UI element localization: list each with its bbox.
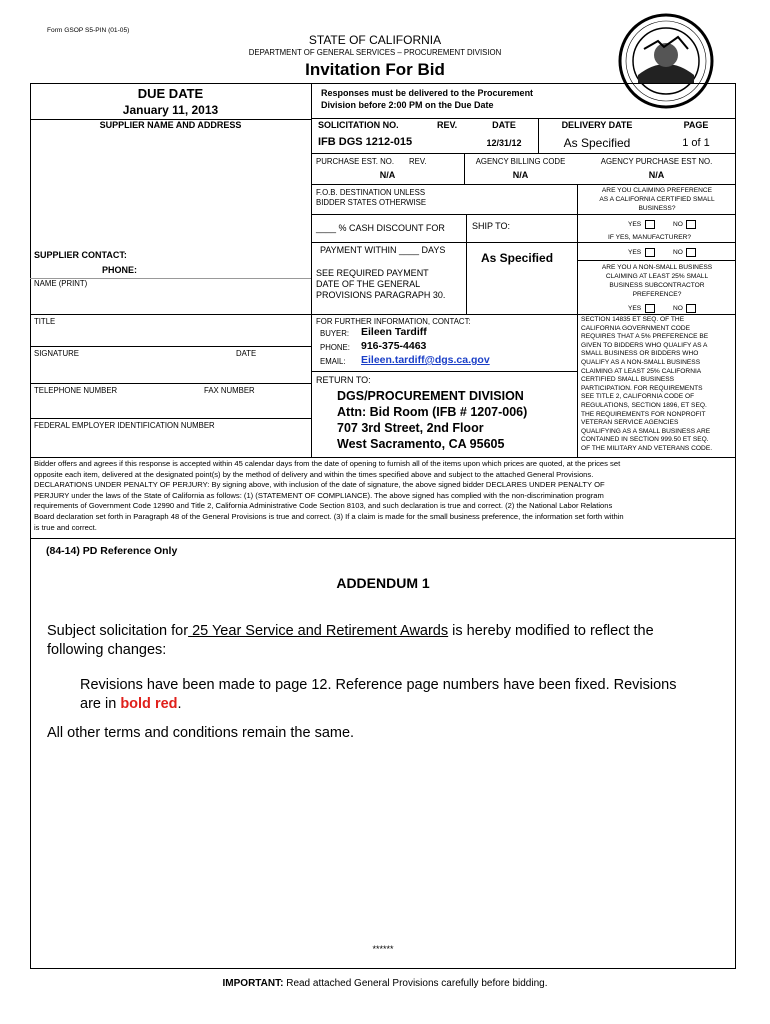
contact-heading: FOR FURTHER INFORMATION, CONTACT: [316, 317, 471, 326]
preference-q1-no-label: NO [673, 221, 683, 228]
preference-mfr-yes-label: YES [628, 249, 642, 256]
preference-q2-line-1: ARE YOU A NON-SMALL BUSINESS [601, 264, 713, 271]
fob-line-1: F.O.B. DESTINATION UNLESS [316, 188, 426, 197]
page-title: Invitation For Bid [305, 60, 445, 79]
preference-mfr-no-label: NO [673, 249, 683, 256]
billing-code-value: N/A [512, 170, 529, 180]
other-terms: All other terms and conditions remain the same. [47, 725, 355, 741]
preference-q1-yes-label: YES [628, 221, 642, 228]
return-to-line-3: 707 3rd Street, 2nd Floor [337, 421, 484, 435]
preference-q2-line-3: BUSINESS SUBCONTRACTOR [609, 282, 705, 289]
supplier-contact-label: SUPPLIER CONTACT: [34, 250, 127, 260]
see-required-line-1: SEE REQUIRED PAYMENT [316, 268, 429, 278]
return-to-line-4: West Sacramento, CA 95605 [337, 437, 505, 451]
return-to-line-1: DGS/PROCUREMENT DIVISION [337, 389, 524, 403]
preference-q1-line-1: ARE YOU CLAIMING PREFERENCE [601, 187, 713, 194]
subject-paragraph: Subject solicitation for 25 Year Service and Retirement Awards is hereby modified to reflect the following changes: [47, 623, 654, 658]
contact-phone-label: PHONE: [320, 343, 350, 352]
title-field[interactable]: TITLE [34, 317, 56, 326]
preference-q1-no-checkbox[interactable] [686, 220, 696, 229]
preference-q2-no-label: NO [673, 305, 683, 312]
preference-q1-line-3: BUSINESS? [638, 205, 676, 212]
return-to-label: RETURN TO: [316, 375, 371, 385]
manufacturer-question: IF YES, MANUFACTURER? [608, 234, 692, 241]
ship-to-label: SHIP TO: [472, 221, 511, 231]
preference-q2-yes-checkbox[interactable] [645, 304, 655, 313]
preference-q2-no-checkbox[interactable] [686, 304, 696, 313]
reference-note: (84-14) PD Reference Only [46, 545, 178, 557]
fob-line-2: BIDDER STATES OTHERWISE [316, 198, 427, 207]
page-label: PAGE [683, 120, 709, 130]
telephone-field[interactable]: TELEPHONE NUMBER [34, 386, 118, 395]
contact-phone-value: 916-375-4463 [361, 340, 427, 352]
preference-q2-line-2: CLAIMING AT LEAST 25% SMALL [605, 273, 709, 280]
signature-date-field[interactable]: DATE [236, 349, 257, 358]
bold-red-text: bold red [120, 696, 178, 712]
cash-discount-label: ____ % CASH DISCOUNT FOR [316, 223, 445, 233]
preference-q1-line-2: AS A CALIFORNIA CERTIFIED SMALL [599, 196, 715, 203]
solicitation-date-value: 12/31/12 [486, 138, 522, 148]
preference-notice: SECTION 14835 ET SEQ. OF THE CALIFORNIA GOVERNMENT CODE REQUIRES THAT A 5% PREFERENCE BE GIVEN TO BIDDERS WHO QUALIFY AS A SMALL BUSINESS OR BIDDERS WHO QUALIFY AS A NON-SMALL BUSINESS CLAIMING AT LEAST 25% CALIFORNIA CERTIFIED SMALL BUSINESS PARTICIPATION. FOR REQUIREMENTS SEE TITLE 2, CALIFORNIA CODE OF REGULATIONS, SECTION 1896, ET SEQ. THE REQUIREMENTS FOR NONPROFIT VETERAN SERVICE AGENCIES QUALIFYING AS A SMALL BUSINESS ARE CONTAINED IN SECTION 999.50 ET SEQ. OF THE MILITARY AND VETERANS CODE. [581, 316, 713, 452]
contact-email-label: EMAIL: [320, 357, 346, 366]
declaration-text: Bidder offers and agrees if this response is accepted within 45 calendar days from the date of opening to furnish all of the items upon which prices are quoted, at the prices set opposite each item, delivered at the designated point(s) by the method of delivery and within the times specified above and subject to the attached General Provisions. DECLARATIONS UNDER PENALTY OF PERJURY: By signing above, with inclusion of the date of signature, the above signed bidder DECLARES UNDER PENALTY OF PERJURY under the laws of the State of California as follows: (1) (STATEMENT OF COMPLIANCE). The above signed has complied with the non-discrimination program requirements of Government Code 12990 and Title 2, California Administrative Code Section 8103, and such declaration is true and correct. (2) the National Labor Relations Board declaration set forth in Paragraph 48 of the General Provisions is true and correct. (3) If a claim is made for the small business preference, the information set forth within is true and correct. [34, 459, 624, 532]
buyer-value: Eileen Tardiff [361, 326, 427, 338]
stars-separator: ****** [372, 944, 394, 954]
fein-field[interactable]: FEDERAL EMPLOYER IDENTIFICATION NUMBER [34, 421, 215, 430]
purchase-rev-label: REV. [409, 157, 427, 166]
payment-within-label: PAYMENT WITHIN ____ DAYS [320, 245, 446, 255]
preference-mfr-yes-checkbox[interactable] [645, 248, 655, 257]
page-value: 1 of 1 [682, 137, 710, 149]
billing-code-label: AGENCY BILLING CODE [475, 157, 566, 166]
preference-q2-yes-label: YES [628, 305, 642, 312]
addendum-heading: ADDENDUM 1 [336, 575, 430, 591]
agency-est-value: N/A [648, 170, 665, 180]
see-required-line-3: PROVISIONS PARAGRAPH 30. [316, 290, 446, 300]
return-to-line-2: Attn: Bid Room (IFB # 1207-006) [337, 405, 528, 419]
delivery-date-value: As Specified [563, 136, 631, 150]
contact-email-link[interactable]: Eileen.tardiff@dgs.ca.gov [361, 354, 490, 366]
subject-title: 25 Year Service and Retirement Awards [188, 623, 449, 639]
ship-to-value: As Specified [481, 251, 554, 265]
supplier-heading: SUPPLIER NAME AND ADDRESS [99, 120, 242, 130]
name-print-field[interactable]: NAME (PRINT) [34, 279, 88, 288]
solicitation-no-value: IFB DGS 1212-015 [318, 136, 413, 148]
signature-field[interactable]: SIGNATURE [34, 349, 79, 358]
department-name: DEPARTMENT OF GENERAL SERVICES – PROCUREMENT DIVISION [248, 48, 502, 57]
fax-field[interactable]: FAX NUMBER [204, 386, 255, 395]
solicitation-date-label: DATE [492, 120, 516, 130]
due-date-value: January 11, 2013 [122, 103, 219, 117]
form-id: Form GSOP S5-PIN (01-05) [47, 27, 130, 34]
revisions-paragraph: Revisions have been made to page 12. Reference page numbers have been fixed. Revisions are in bold red. [80, 677, 677, 712]
solicitation-no-label: SOLICITATION NO. [318, 120, 399, 130]
responses-line-1: Responses must be delivered to the Procurement [321, 88, 534, 98]
see-required-line-2: DATE OF THE GENERAL [316, 279, 421, 289]
delivery-date-label: DELIVERY DATE [561, 120, 633, 130]
state-name: STATE OF CALIFORNIA [308, 33, 442, 47]
due-date-label: DUE DATE [137, 86, 204, 101]
purchase-est-value: N/A [379, 170, 396, 180]
responses-line-2: Division before 2:00 PM on the Due Date [321, 100, 494, 110]
preference-q1-yes-checkbox[interactable] [645, 220, 655, 229]
footer-important: IMPORTANT: Read attached General Provisions carefully before bidding. [222, 978, 548, 989]
solicitation-rev-label: REV. [437, 120, 458, 130]
purchase-est-label: PURCHASE EST. NO. [316, 157, 394, 166]
preference-q2-line-4: PREFERENCE? [632, 291, 682, 298]
preference-mfr-no-checkbox[interactable] [686, 248, 696, 257]
supplier-phone-label: PHONE: [102, 265, 138, 275]
agency-est-label: AGENCY PURCHASE EST NO. [600, 157, 713, 166]
buyer-label: BUYER: [320, 329, 350, 338]
